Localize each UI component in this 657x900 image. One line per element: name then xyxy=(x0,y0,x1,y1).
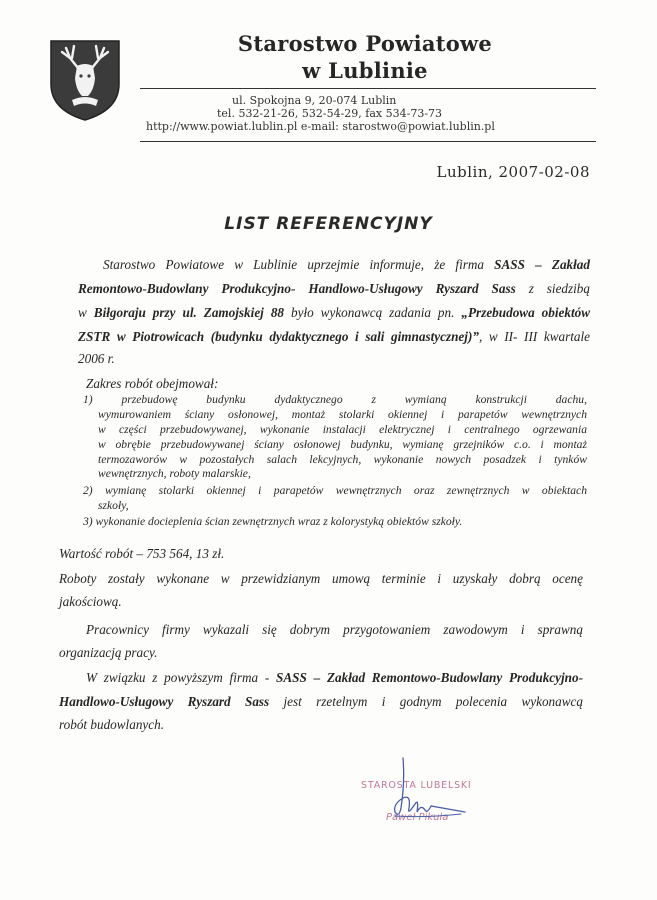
works-value: Wartość robót – 753 564, 13 zł. xyxy=(59,546,225,561)
p1-line4: ZSTR w Piotrowicach (budynku dydaktycznego i sali gimnastycznej)”, w II- III kwartale xyxy=(78,329,591,344)
stamp-name: Paweł Pikula xyxy=(386,812,449,823)
office-address: ul. Spokojna 9, 20-074 Lublin xyxy=(232,94,397,107)
office-name-line2: w Lublinie xyxy=(302,58,428,83)
p2-line1: Roboty zostały wykonane w przewidzianym umową terminie i uzyskały dobrą ocenę xyxy=(59,571,583,586)
scope-item1-line6: wewnętrznych, roboty malarskie, xyxy=(98,467,251,480)
p4-line1: W związku z powyższym firma - SASS – Zakład Remontowo-Budowlany Produkcyjno- xyxy=(86,670,583,685)
letter-date: Lublin, 2007-02-08 xyxy=(436,163,590,181)
p3-line1: Pracownicy firmy wykazali się dobrym przygotowaniem zawodowym i sprawną xyxy=(86,622,583,637)
stamp-office: STAROSTA LUBELSKI xyxy=(361,780,472,791)
deer-head-crest-icon xyxy=(48,38,122,122)
header-rule-bottom xyxy=(140,141,596,142)
header-rule-top xyxy=(140,88,596,89)
p1-line1: Starostwo Powiatowe w Lublinie uprzejmie informuje, że firma SASS – Zakład xyxy=(103,257,590,272)
office-name-line1: Starostwo Powiatowe xyxy=(237,31,493,56)
p1-line5: 2006 r. xyxy=(78,351,115,366)
p1-line2: Remontowo-Budowlany Produkcyjno- Handlowo-Usługowy Ryszard Sass z siedzibą xyxy=(78,281,590,296)
document-title: LIST REFERENCYJNY xyxy=(224,214,433,234)
scope-item3-line1: 3) wykonanie docieplenia ścian zewnętrznych wraz z kolorystyką obiektów szkoły. xyxy=(83,515,463,528)
scope-item2-line1: 2) wymianę stolarki okiennej i parapetów wewnętrznych oraz zewnętrznych w obiektach xyxy=(83,484,587,497)
scope-heading: Zakres robót obejmował: xyxy=(86,376,219,391)
p4-line2: Handlowo-Usługowy Ryszard Sass jest rzetelnym i godnym polecenia wykonawcą xyxy=(59,694,583,709)
p3-line2: organizacją pracy. xyxy=(59,645,158,660)
p4-line3: robót budowlanych. xyxy=(59,717,165,732)
p1-line3: w Biłgoraju przy ul. Zamojskiej 88 było wykonawcą zadania pn. „Przebudowa obiektów xyxy=(78,305,591,320)
p2-line2: jakościową. xyxy=(59,594,122,609)
scope-item1-line2: wymurowaniem ściany osłonowej, montaż stolarki okiennej i parapetów wewnętrznych xyxy=(98,408,587,421)
handwritten-signature xyxy=(365,752,485,832)
scope-item1-line4: w obrębie przebudowywanej ściany osłonowej budynku, wymianę grzejników c.o. i montaż xyxy=(98,438,587,451)
office-phones: tel. 532-21-26, 532-54-29, fax 534-73-73 xyxy=(217,107,443,120)
scope-item2-line2: szkoły, xyxy=(98,499,129,512)
office-web-email: http://www.powiat.lublin.pl e-mail: starostwo@powiat.lublin.pl xyxy=(146,120,495,133)
scope-item1-line5: termozaworów w pozostałych salach lekcyjnych, wykonanie nowych posadzek i tynków xyxy=(98,453,587,466)
scope-item1-line3: w części przebudowywanej, wykonanie instalacji elektrycznej i centralnego ogrzewania xyxy=(98,423,587,436)
scope-item1-line1: 1) przebudowę budynku dydaktycznego z wymianą konstrukcji dachu, xyxy=(83,393,587,406)
